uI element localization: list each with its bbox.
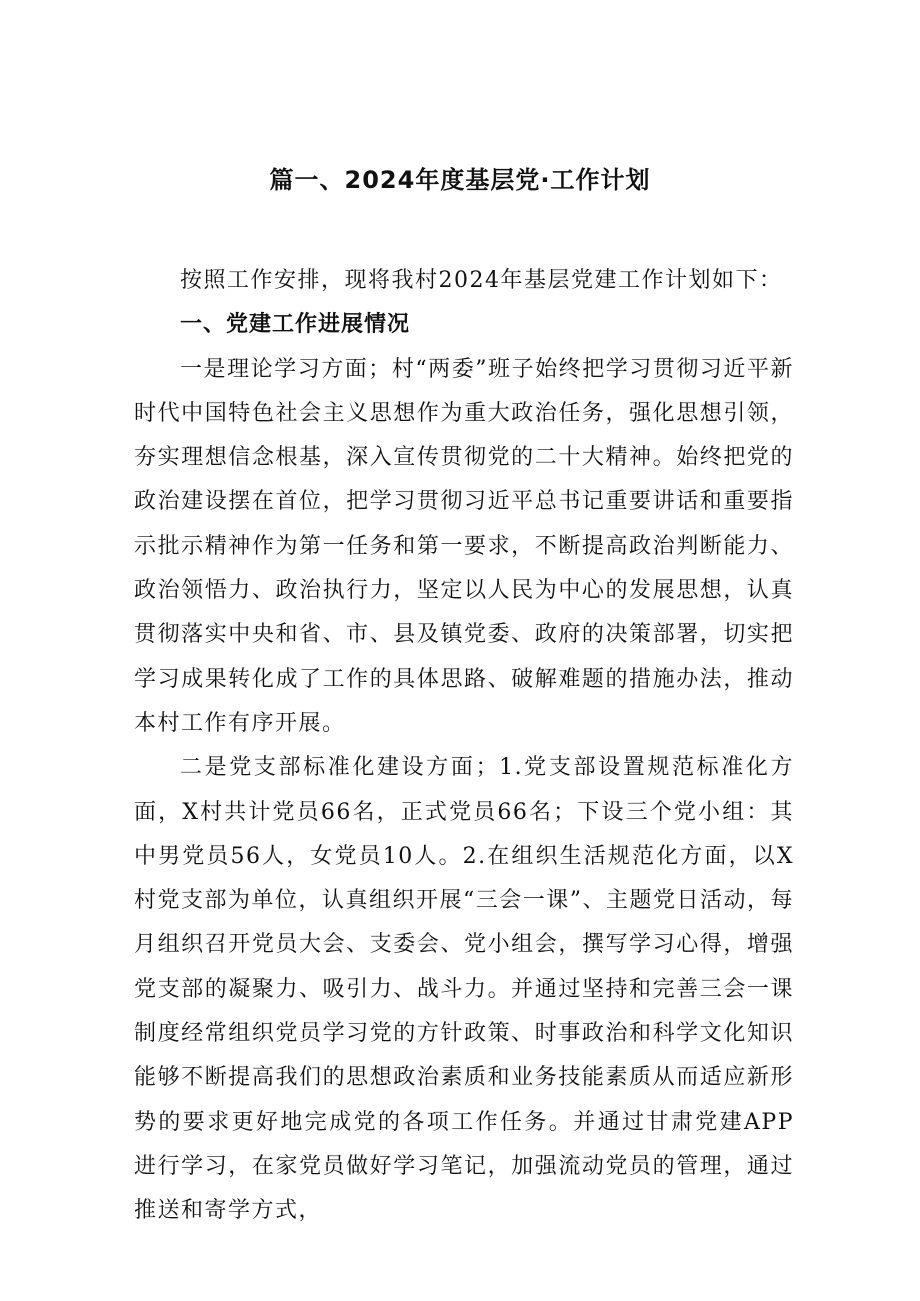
section-heading: 一、党建工作进展情况 <box>180 312 411 338</box>
body-paragraph-branch-standardization: 二是党支部标准化建设方面；1.党支部设置规范标准化方面，X村共计党员66名，正式党员66名；下设三个党小组：其中男党员56人，女党员10人。2.在组织生活规范化方面，以X村党支部为单位，认真组织开展“三会一课”、主题党日活动，每月组织召开党员大会、支委会、党小组会，撰写学习心得，增强党支部的凝聚力、吸引力、战斗力。并通过坚持和完善三会一课制度经常组织党员学习党的方针政策、时事政治和科学文化知识能够不断提高我们的思想政治素质和业务技能素质从而适应新形势的要求更好地完成党的各项工作任务。并通过甘肃党建APP进行学习，在家党员做好学习笔记，加强流动党员的管理，通过推送和寄学方式， <box>134 755 794 1224</box>
document-body <box>134 259 794 1234</box>
intro-paragraph: 按照工作安排，现将我村2024年基层党建工作计划如下： <box>180 268 783 293</box>
document-title: 篇一、2024年度基层党·工作计划 <box>269 166 651 194</box>
body-paragraph-theory-study: 一是理论学习方面；村“两委”班子始终把学习贯彻习近平新时代中国特色社会主义思想作为重大政治任务，强化思想引领，夯实理想信念根基，深入宣传贯彻党的二十大精神。始终把党的政治建设摆在首位，把学习贯彻习近平总书记重要讲话和重要指示批示精神作为第一任务和第一要求，不断提高政治判断能力、政治领悟力、政治执行力，坚定以人民为中心的发展思想，认真贯彻落实中央和省、市、县及镇党委、政府的决策部署，切实把学习成果转化成了工作的具体思路、破解难题的措施办法，推动本村工作有序开展。 <box>134 356 794 736</box>
